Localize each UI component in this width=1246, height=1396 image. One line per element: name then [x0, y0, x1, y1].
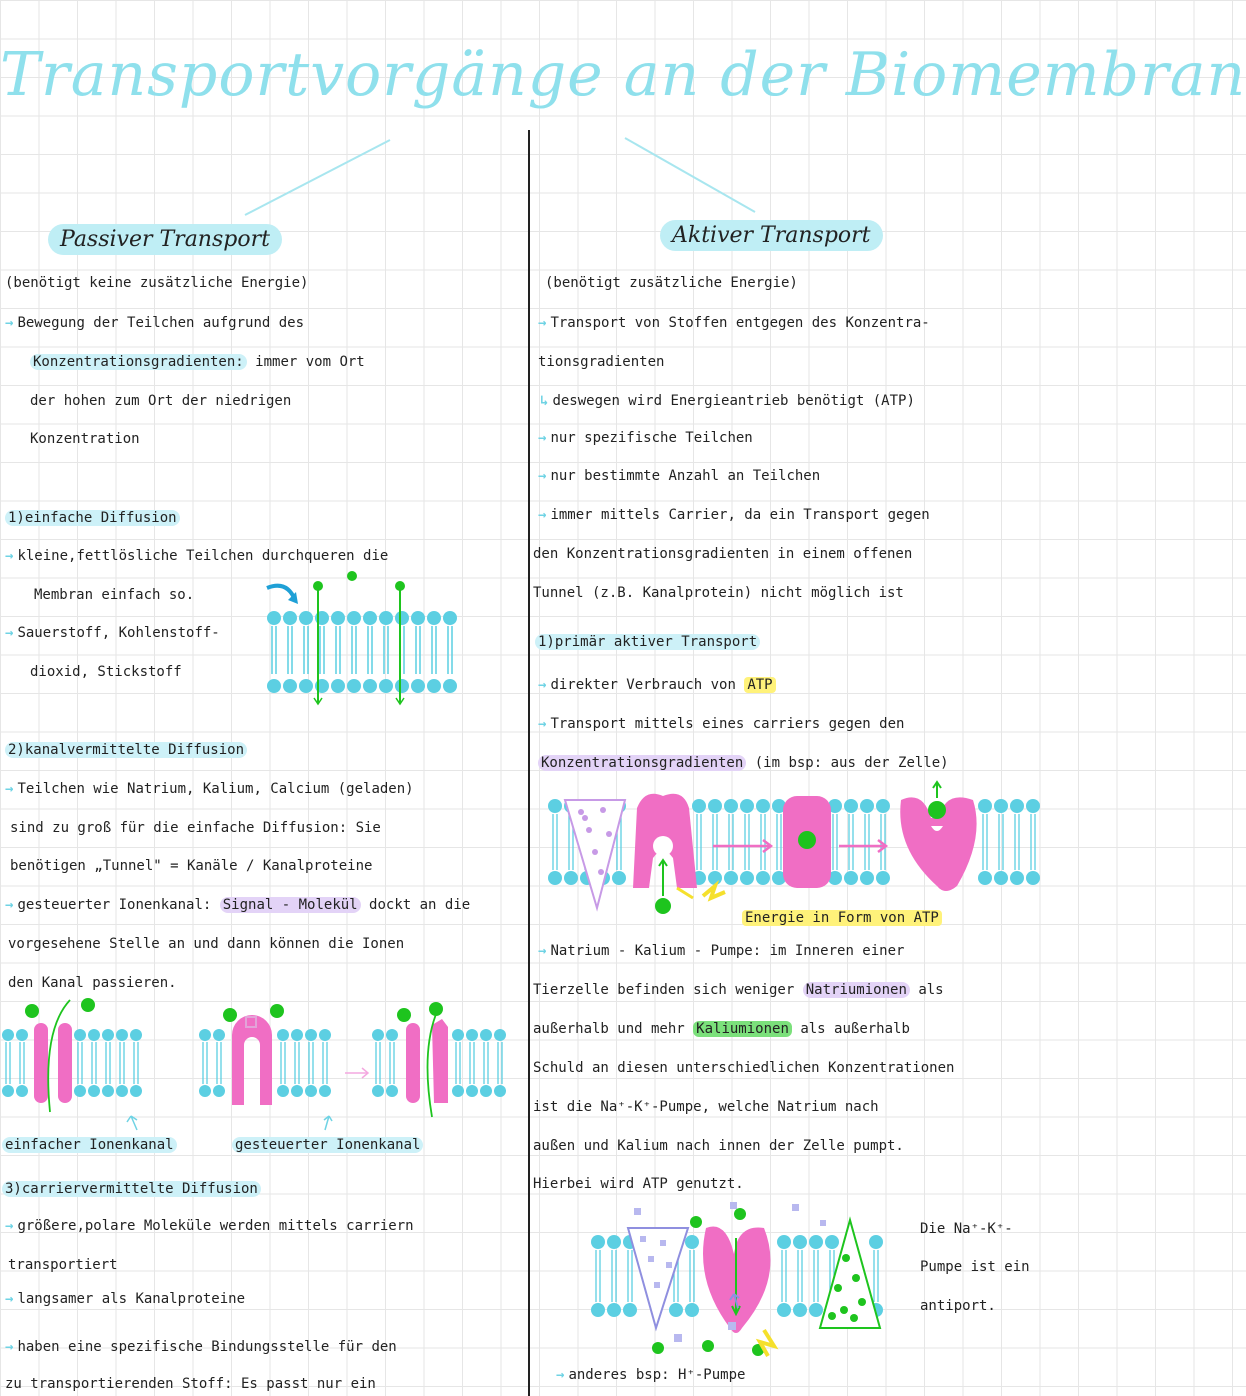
s3-line-2: transportiert [8, 1257, 118, 1273]
primary-line-1: → direkter Verbrauch von ATP [538, 674, 776, 696]
s2-line-6: den Kanal passieren. [8, 975, 177, 991]
arrow-icon: → [538, 943, 547, 959]
arrow-icon: → [5, 781, 14, 797]
arrow-icon: ↳ [540, 393, 549, 409]
other-example-line: → anderes bsp: H⁺-Pumpe [556, 1367, 746, 1383]
active-line-4: ↳ deswegen wird Energieantrieb benötigt (ATP) [540, 393, 915, 409]
arrow-icon: → [5, 315, 14, 331]
side-note-2: Pumpe ist ein [920, 1259, 1030, 1275]
side-note-3: antiport. [920, 1298, 996, 1314]
ion-channel-diagram [0, 995, 520, 1130]
arrow-icon: → [538, 468, 547, 484]
title-connector-lines [0, 0, 1246, 240]
section-1-title: 1)einfache Diffusion [5, 507, 180, 529]
primary-line-3: Konzentrationsgradienten (im bsp: aus der Zelle) [538, 752, 949, 774]
passive-line-1: (benötigt keine zusätzliche Energie) [5, 275, 309, 291]
napump-line-3: außerhalb und mehr Kaliumionen als außerhalb [533, 1021, 910, 1037]
napump-line-7: Hierbei wird ATP genutzt. [533, 1176, 744, 1192]
section-3-title: 3)carriervermittelte Diffusion [2, 1178, 261, 1200]
s3-line-1: → größere,polare Moleküle werden mittels carriern [5, 1218, 414, 1234]
active-line-6: → nur bestimmte Anzahl an Teilchen [538, 468, 821, 484]
sodium-potassium-pump-diagram [588, 1198, 898, 1363]
arrow-icon: → [5, 1339, 14, 1355]
napump-line-6: außen und Kalium nach innen der Zelle pumpt. [533, 1138, 904, 1154]
arrow-icon: → [538, 677, 547, 693]
s1-line-3: → Sauerstoff, Kohlenstoff- [5, 625, 220, 641]
page-title: Transportvorgänge an der Biomembran [0, 40, 1246, 110]
s2-line-1: → Teilchen wie Natrium, Kalium, Calcium (geladen) [5, 781, 414, 797]
passive-line-5: Konzentration [30, 431, 140, 447]
s2-line-4: → gesteuerter Ionenkanal: Signal - Molekül dockt an die [5, 897, 471, 913]
active-line-5: → nur spezifische Teilchen [538, 430, 753, 446]
caption-gated-channel: gesteuerter Ionenkanal [232, 1134, 423, 1156]
passive-line-4: der hohen zum Ort der niedrigen [30, 393, 292, 409]
active-line-2: → Transport von Stoffen entgegen des Konzentra- [538, 315, 930, 331]
napump-line-2: Tierzelle befinden sich weniger Natriumionen als [533, 982, 944, 998]
side-note-1: Die Na⁺-K⁺- [920, 1221, 1013, 1237]
primary-active-transport-diagram [545, 778, 1045, 923]
napump-line-1: → Natrium - Kalium - Pumpe: im Inneren einer [538, 943, 905, 959]
arrow-icon: → [538, 430, 547, 446]
arrow-icon: → [5, 1291, 14, 1307]
passive-line-3: Konzentrationsgradienten: immer vom Ort [30, 351, 365, 373]
caption-simple-channel: einfacher Ionenkanal [2, 1134, 177, 1156]
active-line-1: (benötigt zusätzliche Energie) [545, 275, 798, 291]
arrow-icon: → [538, 315, 547, 331]
active-line-8: den Konzentrationsgradienten in einem offenen [533, 546, 913, 562]
passive-line-2: → Bewegung der Teilchen aufgrund des [5, 315, 305, 331]
s3-line-3: → langsamer als Kanalproteine [5, 1291, 246, 1307]
s1-line-4: dioxid, Stickstoff [30, 664, 182, 680]
energy-label: Energie in Form von ATP [742, 907, 942, 929]
s2-line-5: vorgesehene Stelle an und dann können die Ionen [8, 936, 405, 952]
passive-heading: Passiver Transport [48, 224, 282, 255]
active-line-7: → immer mittels Carrier, da ein Transport gegen [538, 507, 930, 523]
arrow-icon: → [538, 716, 547, 732]
arrow-icon: → [5, 1218, 14, 1234]
s3-line-5: zu transportierenden Stoff: Es passt nur ein [5, 1376, 376, 1392]
s1-line-2: Membran einfach so. [34, 587, 195, 603]
s2-line-2: sind zu groß für die einfache Diffusion: Sie [10, 820, 381, 836]
s1-line-1: → kleine,fettlösliche Teilchen durchqueren die [5, 548, 389, 564]
arrow-icon: → [5, 548, 14, 564]
primary-line-2: → Transport mittels eines carriers gegen den [538, 716, 905, 732]
arrow-icon: → [556, 1367, 565, 1383]
napump-line-5: ist die Na⁺-K⁺-Pumpe, welche Natrium nach [533, 1099, 879, 1115]
active-line-9: Tunnel (z.B. Kanalprotein) nicht möglich ist [533, 585, 904, 601]
simple-diffusion-diagram [262, 570, 462, 710]
active-heading: Aktiver Transport [660, 220, 883, 251]
arrow-icon: → [538, 507, 547, 523]
s3-line-4: → haben eine spezifische Bindungsstelle für den [5, 1339, 397, 1355]
active-line-3: tionsgradienten [538, 354, 665, 370]
primary-active-title: 1)primär aktiver Transport [535, 631, 760, 653]
section-2-title: 2)kanalvermittelte Diffusion [5, 739, 247, 761]
arrow-icon: → [5, 625, 14, 641]
arrow-icon: → [5, 897, 14, 913]
column-divider [528, 130, 530, 1396]
s2-line-3: benötigen „Tunnel" = Kanäle / Kanalproteine [10, 858, 373, 874]
napump-line-4: Schuld an diesen unterschiedlichen Konzentrationen [533, 1060, 955, 1076]
